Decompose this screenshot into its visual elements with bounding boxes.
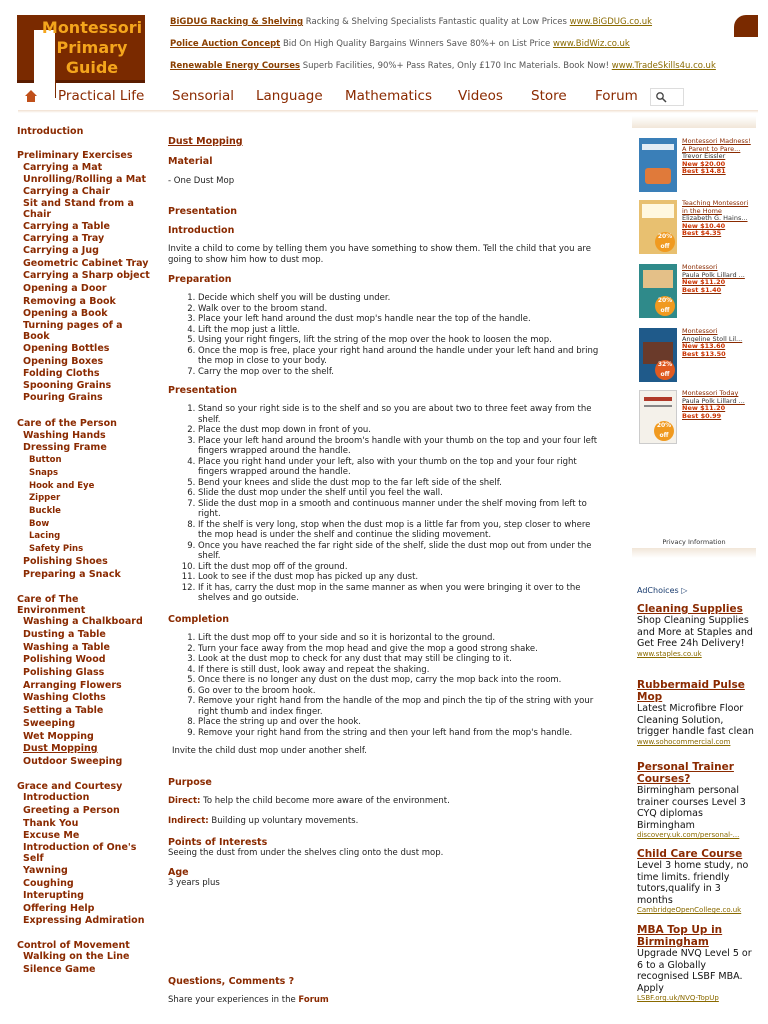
sidebar-item[interactable]: Carrying a Tray [23,233,105,244]
book-title[interactable]: Teaching Montessori in the Home [682,199,749,215]
sidebar-item[interactable]: Silence Game [23,964,96,975]
right-ad[interactable] [637,603,758,659]
sidebar-item[interactable]: Opening a Book [23,308,108,319]
list-item: 8. If the shelf is very long, stop when the dust mop is a little far from you, step closer to where the mop head is under the shelf and continue the sliding movement. [198,520,606,541]
sidebar-item[interactable]: Carrying a Chair [23,186,110,197]
list-item: 7. Remove your right hand from the handle of the mop and pinch the tip of the string with your right thumb and index finger. [198,696,606,717]
sidebar-item[interactable]: Wet Mopping [23,731,94,742]
sidebar-item[interactable]: Spooning Grains [23,380,112,391]
book-author: Paula Polk Lillard ... [682,270,745,279]
list-item: 6. Once the mop is free, place your right hand around the handle under your left hand and bring the mop in close to your body. [198,346,606,367]
right-ad-title[interactable]: Child Care Course [637,848,743,860]
list-item: 1. Stand so your right side is to the shelf and so you are about two to three feet away from the shelf. [198,404,606,425]
list-item: 9. Once you have reached the far right side of the shelf, slide the dust mop out from under the shelf. [198,541,606,562]
search-icon [655,91,667,103]
book-widget-bar [632,116,756,128]
discount-badge: 20% off [655,232,675,252]
sidebar-item[interactable]: Chair [23,209,52,220]
right-ad-desc: Level 3 home study, no time limits. friendly tutors,qualify in 3 months [637,860,749,906]
sidebar-item[interactable]: Carrying a Jug [23,245,99,256]
right-ad-title[interactable]: Cleaning Supplies [637,603,743,615]
book-info [682,264,756,294]
sidebar-subitem[interactable]: Zipper [29,493,61,503]
book-new-price: New $13.60 [682,342,726,350]
sidebar-item[interactable]: Polishing Glass [23,667,105,678]
nav-sensorial[interactable]: Sensorial [172,88,235,104]
sidebar-subitem[interactable]: Lacing [29,531,61,541]
sidebar-subitem[interactable]: Buckle [29,506,61,516]
list-item: 3. Place your left hand around the dust mop's handle near the top of the handle. [198,314,606,325]
sidebar-subitem[interactable]: Hook and Eye [29,481,95,491]
logo-line-2: Primary [56,38,128,57]
sidebar-item[interactable]: Self [23,853,44,864]
closing-text: Invite the child dust mop under another shelf. [172,746,367,756]
privacy-bar [632,548,756,558]
discount-badge: 20% off [654,421,674,441]
sidebar-item[interactable]: Introduction of One's [23,842,137,853]
book-best-price: Best $0.99 [682,411,722,420]
list-item: 7. Carry the mop over to the shelf. [198,367,606,378]
age-text: 3 years plus [168,878,220,888]
sidebar-item[interactable]: Sit and Stand from a [23,198,134,209]
indirect-text: Building up voluntary movements. [211,816,359,826]
nav-divider [18,110,758,113]
book-title[interactable]: Montessori [682,263,718,271]
book-item[interactable] [639,328,755,384]
logo-line-1: Montessori [41,18,143,37]
sidebar-item[interactable]: Outdoor Sweeping [23,756,123,767]
nav-forum[interactable]: Forum [595,88,638,104]
book-best-price: Best $13.50 [682,349,726,358]
sidebar-item[interactable]: Washing Cloths [23,692,106,703]
right-ad-url[interactable]: CambridgeOpenCollege.co.uk [637,906,742,914]
book-cover[interactable] [639,328,677,382]
book-title[interactable]: Montessori [682,327,718,335]
direct-text: To help the child become more aware of the environment. [203,796,450,806]
top-ad-desc: Racking & Shelving Specialists Fantastic quality at Low Prices [305,17,567,27]
top-ad-2[interactable] [170,39,730,61]
sidebar-item[interactable]: Polishing Shoes [23,556,108,567]
top-ad-title[interactable]: BiGDUG Racking & Shelving [170,17,304,27]
main-nav [18,86,758,108]
questions-heading: Questions, Comments ? [168,976,295,987]
sidebar-item[interactable]: Opening a Door [23,283,107,294]
forum-link[interactable]: Forum [298,995,329,1005]
sidebar-item[interactable]: Coughing [23,878,74,889]
top-ad-url[interactable]: www.BiGDUG.co.uk [569,17,653,27]
sidebar-subitem[interactable]: Button [29,455,62,465]
book-info [682,138,756,176]
introduction-heading: Introduction [168,225,235,236]
sidebar-item[interactable]: Interupting [23,890,84,901]
sidebar-item[interactable]: Opening Boxes [23,356,104,367]
discount-badge: 20% off [655,296,675,316]
book-info [682,390,756,420]
list-item: 10. Lift the dust mop off of the ground. [198,562,606,573]
logo-text[interactable] [39,18,145,78]
sidebar-item[interactable]: Greeting a Person [23,805,120,816]
book-cover[interactable] [639,138,677,192]
material-item: - One Dust Mop [168,176,235,186]
right-ad-desc: Shop Cleaning Supplies and More at Staples and Get Free 24h Delivery! [637,615,753,649]
nav-mathematics[interactable]: Mathematics [345,88,432,104]
list-item: 3. Place your left hand around the broom's handle with your thumb on the top and your four left fingers wrapped around the handle. [198,436,606,457]
preparation-heading: Preparation [168,274,232,285]
right-ad-url[interactable]: discovery.uk.com/personal-... [637,831,740,839]
completion-heading: Completion [168,614,229,625]
book-title[interactable]: Montessori Today [682,389,739,397]
sidebar-item[interactable]: Turning pages of a [23,320,123,331]
right-ad-desc: Latest Microfibre Floor Cleaning Solution, trigger handle fast clean [637,703,754,737]
indirect-label: Indirect: [168,816,209,826]
book-new-price: New $10.40 [682,221,726,230]
right-ad-url[interactable]: www.sohocommercial.com [637,737,731,746]
home-icon[interactable] [24,89,38,103]
book-author: Angeline Stoll Lil... [682,334,743,343]
book-author: Trevor Eissler [682,152,726,160]
top-ad-desc: Superb Facilities, 90%+ Pass Rates, Only £170 Inc Materials. Book Now! [302,61,610,71]
logo-line-3: Guide [65,58,119,77]
top-ad-desc: Bid On High Quality Bargains Winners Save 80%+ on List Price [282,39,551,49]
list-item: 1. Decide which shelf you will be dusting under. [198,293,606,304]
list-item: 1. Lift the dust mop off to your side and so it is horizontal to the ground. [198,633,606,644]
right-ad-url[interactable]: LSBF.org.uk/NVQ-TopUp [637,994,719,1002]
top-ad-title[interactable]: Renewable Energy Courses [170,61,301,71]
book-author: Elizabeth G. Hains... [682,214,748,222]
discount-badge: 32% off [655,360,675,380]
book-cover[interactable] [639,200,677,254]
privacy-link[interactable]: Privacy Information [662,538,726,546]
list-item: 2. Place the dust mop down in front of you. [198,425,606,436]
sidebar-item[interactable]: Introduction [23,792,90,803]
list-item: 12. If it has, carry the dust mop in the same manner as when you were bringing it over to the shelves and go outside. [198,583,606,604]
presentation-sub-heading: Presentation [168,385,237,396]
book-new-price: New $11.20 [682,278,726,286]
book-new-price: New $11.20 [682,404,726,412]
purpose-heading: Purpose [168,777,212,788]
book-item[interactable] [639,390,755,446]
sidebar-item[interactable]: Thank You [23,818,79,829]
sidebar-item[interactable]: Offering Help [23,903,95,914]
right-ad[interactable] [637,924,758,1003]
book-item[interactable] [639,138,755,194]
sidebar-subitem[interactable]: Snaps [29,468,59,478]
material-heading: Material [168,156,213,167]
points-text: Seeing the dust from under the shelves cling onto the dust mop. [168,848,444,858]
sidebar-item[interactable]: Carrying a Table [23,221,110,232]
top-ad-block [170,17,730,83]
top-ad-url[interactable]: www.BidWiz.co.uk [552,39,630,49]
nav-language[interactable]: Language [256,88,323,104]
adchoices-link[interactable]: AdChoices ▷ [637,586,688,595]
direct-label: Direct: [168,796,201,806]
sidebar-item[interactable]: Opening Bottles [23,343,110,354]
sidebar-item[interactable]: Book [23,331,50,342]
list-item: 11. Look to see if the dust mop has picked up any dust. [198,572,606,583]
sidebar-item[interactable]: Pouring Grains [23,392,103,403]
sidebar-item[interactable]: Yawning [23,865,68,876]
sidebar-item[interactable]: Walking on the Line [23,951,130,962]
right-ad[interactable] [637,679,758,747]
age-heading: Age [168,867,189,878]
sidebar-item[interactable]: Removing a Book [23,296,116,307]
sidebar-item[interactable]: Washing a Table [23,642,110,653]
sidebar-item[interactable]: Dressing Frame [23,442,107,453]
share-text: Share your experiences in the [168,995,296,1005]
right-ad-url[interactable]: www.staples.co.uk [637,649,702,658]
points-heading: Points of Interests [168,837,268,848]
nav-videos[interactable]: Videos [458,88,503,104]
nav-practical-life[interactable]: Practical Life [58,88,145,104]
book-best-price: Best $1.40 [682,285,722,294]
sidebar-item[interactable]: Arranging Flowers [23,680,122,691]
sidebar-item[interactable]: Carrying a Sharp object [23,270,150,281]
book-cover[interactable] [639,390,677,444]
sidebar-item[interactable]: Washing a Chalkboard [23,616,143,627]
page-title[interactable]: Dust Mopping [168,136,243,147]
presentation-list [182,404,606,604]
book-info [682,200,756,238]
sidebar-item[interactable]: Unrolling/Rolling a Mat [23,174,147,185]
book-item[interactable] [639,264,755,320]
sidebar-heading-movement[interactable]: Control of Movement [17,940,130,951]
introduction-text: Invite a child to come by telling them you have something to show them. Tell the child that you are going to show him how to dust mop. [168,244,591,265]
completion-list [182,633,606,738]
book-item[interactable] [639,200,755,256]
right-ad-desc: Birmingham personal trainer courses Level 3 CYQ diplomas Birmingham [637,785,746,831]
sidebar-item[interactable]: Expressing Admiration [23,915,145,926]
search-input[interactable] [650,88,684,106]
sidebar-item[interactable]: Folding Cloths [23,368,100,379]
list-item: 2. Turn your face away from the mop head and give the mop a good strong shake. [198,644,606,655]
sidebar-heading-care-person[interactable]: Care of the Person [17,418,117,429]
sidebar-item[interactable]: Polishing Wood [23,654,106,665]
sidebar-heading-care-environment[interactable]: Care of The [17,594,79,605]
sidebar-item[interactable]: Preparing a Snack [23,569,121,580]
right-ad-title[interactable]: MBA Top Up in Birmingham [637,924,723,948]
preparation-list [182,293,606,377]
right-ad-title[interactable]: Personal Trainer Courses? [637,761,734,785]
list-item: 8. Place the string up and over the hook. [198,717,606,728]
sidebar-subitem[interactable]: Safety Pins [29,544,84,554]
sidebar-item[interactable]: Sweeping [23,718,76,729]
list-item: 5. Using your right fingers, lift the string of the mop over the hook to loosen the mop. [198,335,606,346]
top-ad-title[interactable]: Police Auction Concept [170,39,281,49]
presentation-heading: Presentation [168,206,237,217]
sidebar-item[interactable]: Carrying a Mat [23,162,103,173]
nav-store[interactable]: Store [531,88,567,104]
list-item: 3. Look at the dust mop to check for any dust that may still be clinging to it. [198,654,606,665]
list-item: 2. Walk over to the broom stand. [198,304,606,315]
book-info [682,328,756,358]
list-item: 4. Lift the mop just a little. [198,325,606,336]
top-ad-url[interactable]: www.TradeSkills4u.co.uk [611,61,716,71]
sidebar-subitem[interactable]: Bow [29,519,50,529]
right-ad-desc: Upgrade NVQ Level 5 or 6 to a Globally recognised LSBF MBA. Apply [637,948,752,994]
book-author: Paula Polk Lillard ... [682,396,745,405]
list-item: 5. Once there is no longer any dust on the dust mop, carry the mop back into the room. [198,675,606,686]
sidebar-heading-grace[interactable]: Grace and Courtesy [17,781,123,792]
book-best-price: Best $4.35 [682,229,722,237]
book-title[interactable]: Montessori Madness! A Parent to Pare... [682,137,751,153]
book-best-price: Best $14.81 [682,167,726,175]
sidebar-heading-care-environment-2[interactable]: Environment [17,605,86,616]
sidebar-item-introduction[interactable]: Introduction [17,126,84,137]
sidebar-item[interactable]: Dusting a Table [23,629,106,640]
list-item: 7. Slide the dust mop in a smooth and continuous manner under the shelf moving from left to right. [198,499,606,520]
sidebar-item-dust-mopping[interactable]: Dust Mopping [23,743,98,754]
sidebar-heading-preliminary[interactable]: Preliminary Exercises [17,150,133,161]
sidebar-item[interactable]: Washing Hands [23,430,106,441]
right-ad-title[interactable]: Rubbermaid Pulse Mop [637,679,745,703]
book-cover[interactable] [639,264,677,318]
list-item: 4. Place you right hand under your left, also with your thumb on the top and your four right fingers wrapped around the handle. [198,457,606,478]
sidebar-item[interactable]: Setting a Table [23,705,104,716]
top-ad-1[interactable] [170,17,730,39]
sidebar-item[interactable]: Geometric Cabinet Tray [23,258,149,269]
top-ad-3[interactable] [170,61,730,83]
list-item: 5. Bend your knees and slide the dust mop to the far left side of the shelf. [198,478,606,489]
list-item: 4. If there is still dust, look away and repeat the shaking. [198,665,606,676]
right-ad[interactable] [637,761,758,840]
sidebar-item[interactable]: Excuse Me [23,830,80,841]
right-ad[interactable] [637,848,758,915]
list-item: 6. Go over to the broom hook. [198,686,606,697]
list-item: 6. Slide the dust mop under the shelf until you feel the wall. [198,488,606,499]
book-new-price: New $20.00 [682,159,726,168]
list-item: 9. Remove your right hand from the string and then your left hand from the mop's handle. [198,728,606,739]
header-corner-decoration [734,15,758,37]
